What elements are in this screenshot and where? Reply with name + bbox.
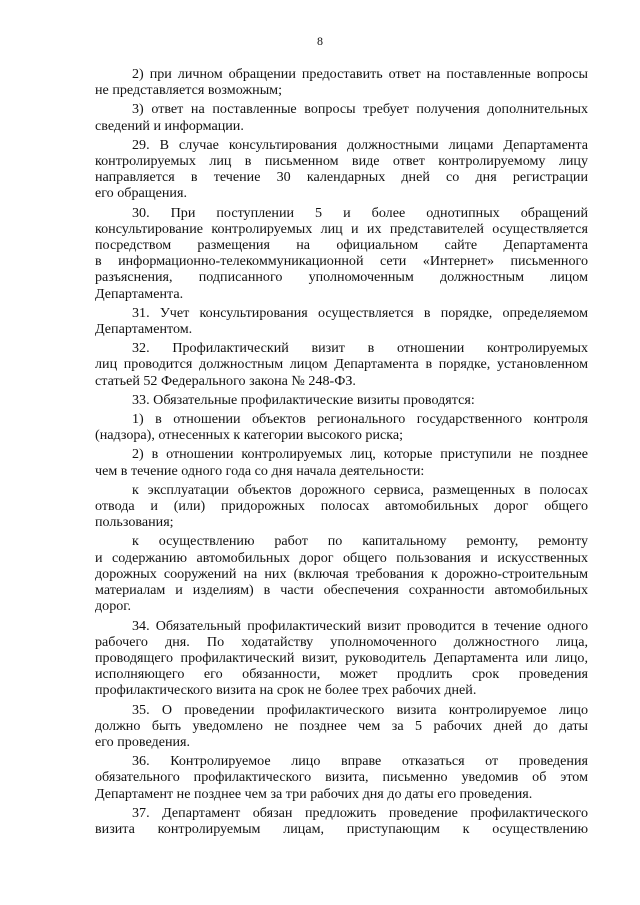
text-line: (надзора), отнесенных к категории высокого риска;	[95, 427, 404, 444]
text-line: чем в течение одного года со дня начала деятельности:	[95, 462, 425, 479]
text-line: Департамент не позднее чем за три рабочих дня до даты его проведения.	[95, 785, 533, 802]
text-line: материалам и изделиям) в части обеспечения сохранности автомобильных	[95, 582, 588, 599]
document-body	[95, 66, 588, 837]
text-line: 35. О проведении профилактического визита контролируемое лицо	[132, 701, 588, 718]
text-line: 30. При поступлении 5 и более однотипных обращений	[132, 204, 588, 221]
text-line: дорожных сооружений на них (включая требования к дорожно-строительным	[95, 565, 588, 582]
paragraph	[95, 392, 588, 408]
text-line: разъяснения, подписанного уполномоченным должностным лицом	[95, 269, 588, 286]
text-line: обязательного профилактического визита, письменно уведомив об этом	[95, 769, 588, 786]
paragraph	[95, 482, 588, 531]
text-line: контролируемых лиц в письменном виде ответ контролируемому лицу	[95, 153, 588, 170]
text-line: 32. Профилактический визит в отношении контролируемых	[132, 340, 588, 357]
paragraph	[95, 205, 588, 302]
paragraph	[95, 753, 588, 802]
text-line: 3) ответ на поставленные вопросы требует получения дополнительных	[132, 101, 588, 118]
text-line: сведений и информации.	[95, 117, 244, 134]
paragraph	[95, 305, 588, 337]
paragraph	[95, 702, 588, 751]
text-line: Департамента.	[95, 285, 184, 302]
text-line: посредством размещения на официальном сайте Департамента	[95, 237, 588, 254]
text-line: направляется в течение 30 календарных дней со дня регистрации	[95, 169, 588, 186]
paragraph	[95, 137, 588, 202]
text-line: статьей 52 Федерального закона № 248-ФЗ.	[95, 372, 356, 389]
text-line: 37. Департамент обязан предложить проведение профилактического	[132, 804, 588, 821]
page-number: 8	[317, 34, 323, 48]
text-line: к осуществлению работ по капитальному ремонту, ремонту	[132, 533, 588, 550]
text-line: профилактического визита на срок не более трех рабочих дней.	[95, 682, 477, 699]
text-line: консультирование контролируемых лиц и их представителей осуществляется	[95, 220, 588, 237]
text-line: 29. В случае консультирования должностными лицами Департамента	[132, 136, 588, 153]
text-line: его обращения.	[95, 185, 187, 202]
text-line: дорог.	[95, 598, 132, 615]
text-line: проводящего профилактический визит, руководитель Департамента или лицо,	[95, 649, 588, 666]
paragraph	[95, 101, 588, 133]
text-line: 34. Обязательный профилактический визит проводится в течение одного	[132, 617, 588, 634]
text-line: 2) при личном обращении предоставить ответ на поставленные вопросы	[132, 66, 588, 82]
paragraph	[95, 805, 588, 837]
paragraph	[95, 411, 588, 443]
text-line: 1) в отношении объектов регионального государственного контроля	[132, 411, 588, 428]
text-line: 2) в отношении контролируемых лиц, которые приступили не позднее	[132, 446, 588, 463]
text-line: Департаментом.	[95, 321, 193, 338]
text-line: в информационно-телекоммуникационной сети «Интернет» письменного	[95, 253, 588, 270]
text-line: 36. Контролируемое лицо вправе отказаться от проведения	[132, 753, 588, 770]
text-line: не представляется возможным;	[95, 82, 282, 99]
text-line: лиц проводится должностным лицом Департамента в порядке, установленном	[95, 356, 588, 373]
paragraph	[95, 340, 588, 389]
paragraph	[95, 446, 588, 478]
paragraph	[95, 533, 588, 614]
text-line: и содержанию автомобильных дорог общего пользования и искусственных	[95, 549, 588, 566]
text-line: визита контролируемым лицам, приступающим к осуществлению	[95, 820, 588, 837]
paragraph	[95, 618, 588, 699]
text-line: должно быть уведомлено не позднее чем за 5 рабочих дней до даты	[95, 717, 588, 734]
text-line: его проведения.	[95, 733, 191, 750]
text-line: к эксплуатации объектов дорожного сервиса, размещенных в полосах	[132, 481, 588, 498]
text-line: отвода и (или) придорожных полосах автомобильных дорог общего	[95, 498, 588, 515]
paragraph	[95, 66, 588, 98]
text-line: исполняющего его обязанности, может продлить срок проведения	[95, 666, 588, 683]
text-line: 31. Учет консультирования осуществляется в порядке, определяемом	[132, 304, 588, 321]
text-line: 33. Обязательные профилактические визиты проводятся:	[132, 391, 475, 408]
text-line: рабочего дня. По ходатайству уполномоченного должностного лица,	[95, 633, 588, 650]
text-line: пользования;	[95, 514, 174, 531]
